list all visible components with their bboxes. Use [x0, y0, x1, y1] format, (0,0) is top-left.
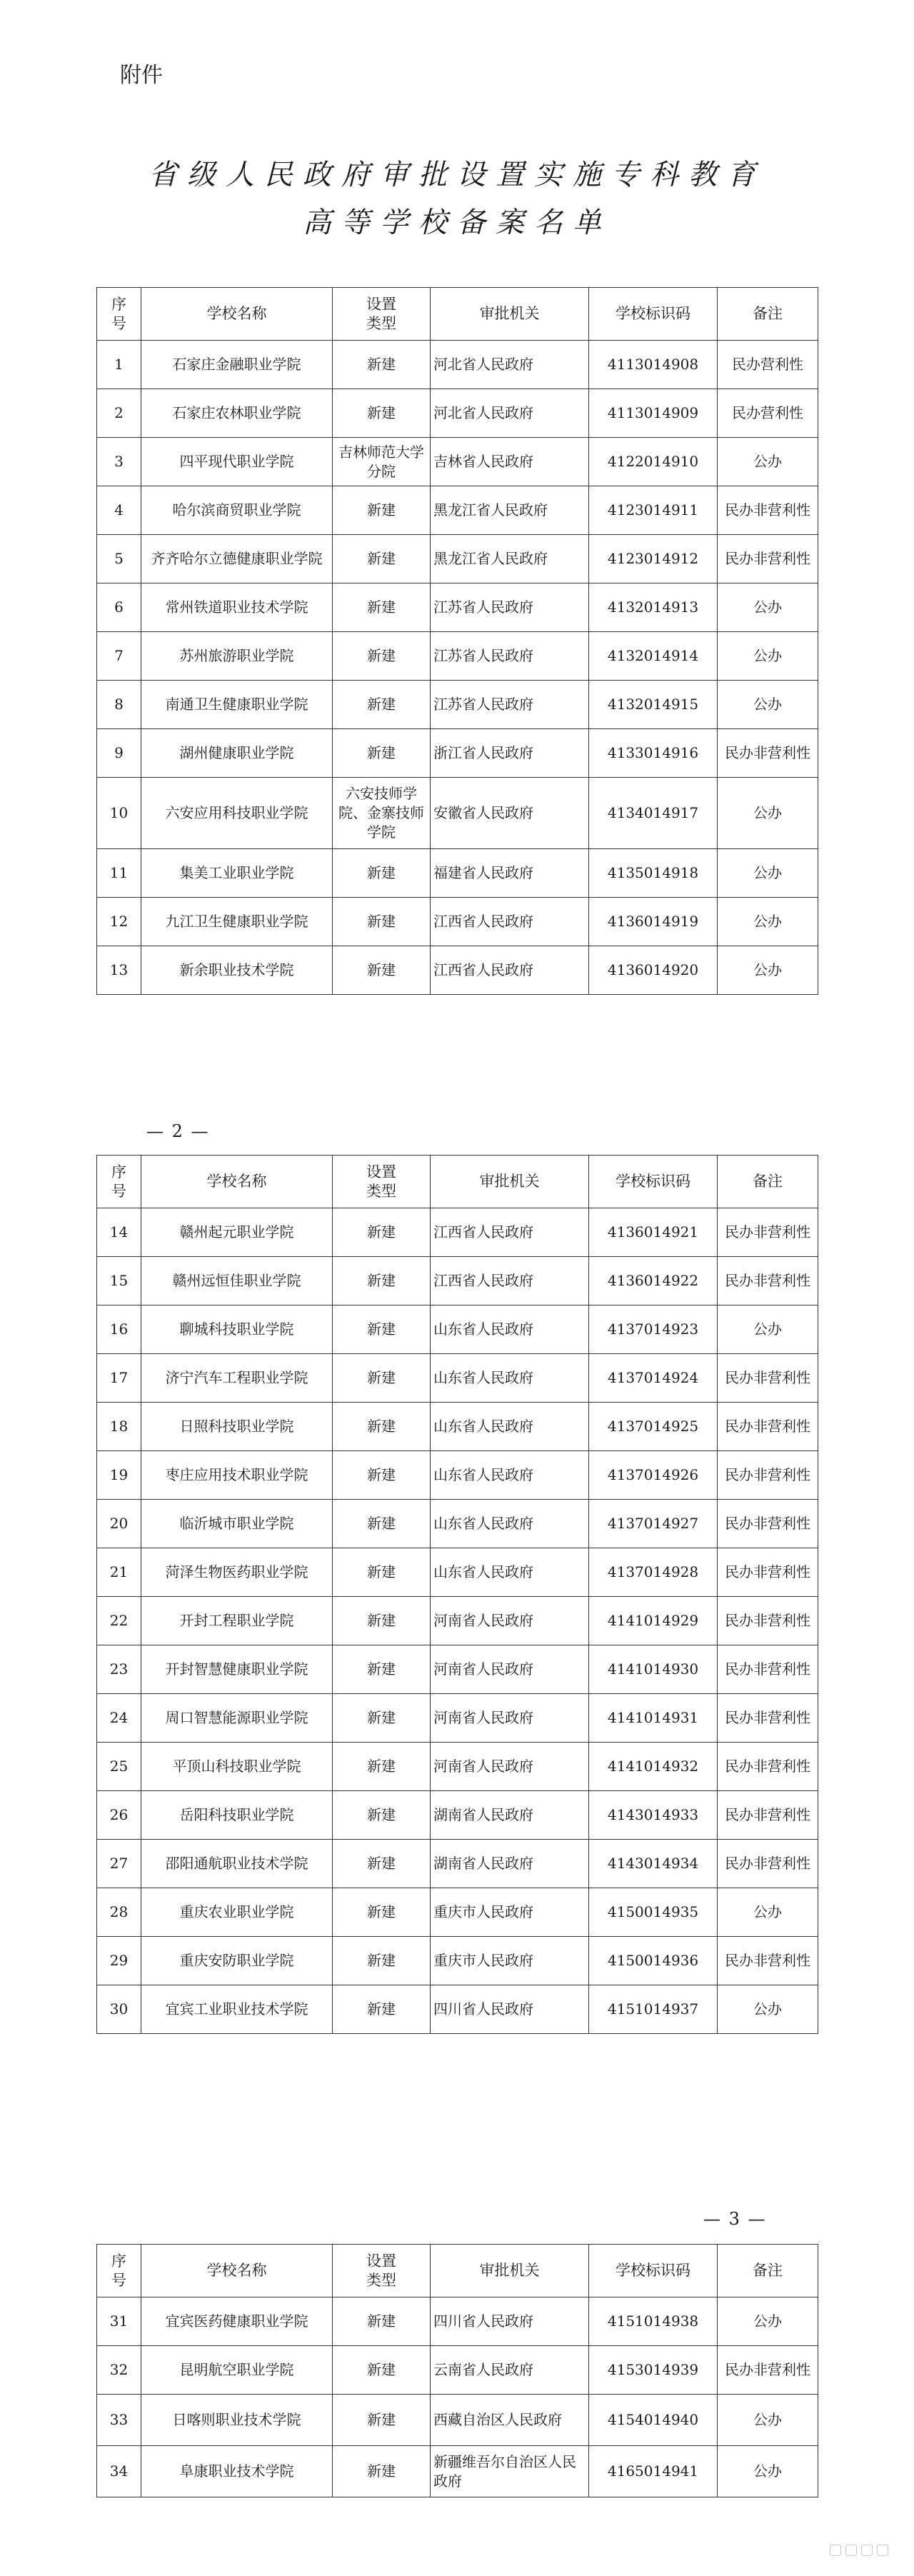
cell-school-code: 4136014921 [589, 1208, 718, 1257]
cell-school-name: 宜宾医药健康职业学院 [141, 2297, 333, 2346]
cell-setup-type: 新建 [333, 1985, 431, 2034]
cell-remark: 公办 [718, 681, 818, 729]
table-row [97, 1354, 818, 1403]
cell-school-name: 湖州健康职业学院 [141, 729, 333, 778]
cell-remark: 公办 [718, 632, 818, 681]
cell-setup-type: 新建 [333, 2446, 431, 2497]
cell-approval-authority: 河北省人民政府 [431, 389, 589, 438]
table-row [97, 1305, 818, 1354]
table-row [97, 583, 818, 632]
cell-school-name: 哈尔滨商贸职业学院 [141, 486, 333, 535]
cell-setup-type: 新建 [333, 1694, 431, 1743]
cell-school-code: 4151014937 [589, 1985, 718, 2034]
cell-remark: 民办非营利性 [718, 1257, 818, 1305]
school-table-page-3 [96, 2244, 818, 2497]
table-row [97, 849, 818, 898]
cell-remark: 民办非营利性 [718, 1694, 818, 1743]
cell-school-code: 4141014931 [589, 1694, 718, 1743]
cell-setup-type: 新建 [333, 898, 431, 946]
cell-index: 3 [97, 438, 141, 486]
cell-school-name: 菏泽生物医药职业学院 [141, 1548, 333, 1597]
cell-school-code: 4136014920 [589, 946, 718, 995]
cell-index: 21 [97, 1548, 141, 1597]
cell-index: 13 [97, 946, 141, 995]
table-header-row [97, 288, 818, 341]
cell-school-code: 4153014939 [589, 2346, 718, 2395]
cell-index: 31 [97, 2297, 141, 2346]
cell-setup-type: 新建 [333, 535, 431, 583]
cell-school-code: 4150014936 [589, 1937, 718, 1985]
cell-setup-type: 新建 [333, 1743, 431, 1791]
cell-school-code: 4141014932 [589, 1743, 718, 1791]
cell-school-code: 4133014916 [589, 729, 718, 778]
cell-school-name: 常州铁道职业技术学院 [141, 583, 333, 632]
cell-approval-authority: 山东省人民政府 [431, 1305, 589, 1354]
cell-index: 17 [97, 1354, 141, 1403]
table-header-row [97, 2245, 818, 2297]
cell-setup-type: 新建 [333, 681, 431, 729]
cell-remark: 公办 [718, 2395, 818, 2446]
cell-index: 9 [97, 729, 141, 778]
cell-school-code: 4141014930 [589, 1645, 718, 1694]
cell-setup-type: 新建 [333, 2346, 431, 2395]
cell-remark: 公办 [718, 1985, 818, 2034]
cell-school-code: 4154014940 [589, 2395, 718, 2446]
table-row [97, 681, 818, 729]
cell-school-code: 4150014935 [589, 1888, 718, 1937]
cell-school-code: 4113014908 [589, 341, 718, 389]
cell-index: 32 [97, 2346, 141, 2395]
col-approval-authority-header: 审批机关 [431, 1156, 589, 1208]
table-row [97, 778, 818, 849]
cell-school-code: 4137014928 [589, 1548, 718, 1597]
cell-remark: 民办非营利性 [718, 535, 818, 583]
col-index-header: 序号 [97, 1156, 141, 1208]
table-row [97, 946, 818, 995]
table-row [97, 632, 818, 681]
cell-school-name: 六安应用科技职业学院 [141, 778, 333, 849]
cell-remark: 民办非营利性 [718, 1403, 818, 1451]
cell-index: 30 [97, 1985, 141, 2034]
cell-index: 14 [97, 1208, 141, 1257]
cell-index: 15 [97, 1257, 141, 1305]
cell-approval-authority: 江西省人民政府 [431, 1257, 589, 1305]
cell-school-code: 4132014914 [589, 632, 718, 681]
cell-school-name: 石家庄农林职业学院 [141, 389, 333, 438]
table-row [97, 2446, 818, 2497]
table-row [97, 1985, 818, 2034]
cell-remark: 公办 [718, 2297, 818, 2346]
cell-school-name: 邵阳通航职业技术学院 [141, 1840, 333, 1888]
cell-index: 24 [97, 1694, 141, 1743]
cell-index: 29 [97, 1937, 141, 1985]
cell-remark: 公办 [718, 849, 818, 898]
table-row [97, 1500, 818, 1548]
document-title-line-1: 省级人民政府审批设置实施专科教育 [149, 159, 765, 191]
col-remark-header: 备注 [718, 1156, 818, 1208]
cell-index: 2 [97, 389, 141, 438]
cell-school-name: 开封工程职业学院 [141, 1597, 333, 1645]
cell-school-code: 4136014922 [589, 1257, 718, 1305]
cell-school-code: 4136014919 [589, 898, 718, 946]
cell-index: 19 [97, 1451, 141, 1500]
document-title-line-2: 高等学校备案名单 [303, 206, 611, 239]
cell-remark: 民办非营利性 [718, 1208, 818, 1257]
cell-setup-type: 新建 [333, 1888, 431, 1937]
table-row [97, 486, 818, 535]
cell-approval-authority: 重庆市人民政府 [431, 1937, 589, 1985]
cell-approval-authority: 山东省人民政府 [431, 1548, 589, 1597]
cell-school-code: 4137014927 [589, 1500, 718, 1548]
table-row [97, 2346, 818, 2395]
cell-setup-type: 新建 [333, 1548, 431, 1597]
cell-approval-authority: 江苏省人民政府 [431, 583, 589, 632]
cell-setup-type: 新建 [333, 1208, 431, 1257]
cell-approval-authority: 新疆维吾尔自治区人民政府 [431, 2446, 589, 2497]
cell-index: 6 [97, 583, 141, 632]
cell-school-name: 南通卫生健康职业学院 [141, 681, 333, 729]
cell-school-code: 4132014913 [589, 583, 718, 632]
cell-approval-authority: 河南省人民政府 [431, 1694, 589, 1743]
table-row [97, 2395, 818, 2446]
cell-setup-type: 吉林师范大学分院 [333, 438, 431, 486]
cell-approval-authority: 黑龙江省人民政府 [431, 486, 589, 535]
cell-approval-authority: 河南省人民政府 [431, 1597, 589, 1645]
cell-remark: 民办非营利性 [718, 1645, 818, 1694]
cell-school-code: 4137014926 [589, 1451, 718, 1500]
cell-school-name: 九江卫生健康职业学院 [141, 898, 333, 946]
cell-approval-authority: 江西省人民政府 [431, 1208, 589, 1257]
cell-remark: 民办非营利性 [718, 1743, 818, 1791]
cell-remark: 民办非营利性 [718, 1597, 818, 1645]
table-row [97, 1548, 818, 1597]
cell-approval-authority: 江苏省人民政府 [431, 632, 589, 681]
cell-setup-type: 新建 [333, 341, 431, 389]
table-row [97, 1888, 818, 1937]
cell-approval-authority: 山东省人民政府 [431, 1354, 589, 1403]
cell-remark: 民办非营利性 [718, 729, 818, 778]
cell-school-code: 4143014933 [589, 1791, 718, 1840]
cell-school-code: 4137014923 [589, 1305, 718, 1354]
cell-remark: 公办 [718, 1888, 818, 1937]
cell-school-name: 集美工业职业学院 [141, 849, 333, 898]
cell-approval-authority: 江苏省人民政府 [431, 681, 589, 729]
col-remark-header: 备注 [718, 2245, 818, 2297]
table-row [97, 1597, 818, 1645]
cell-approval-authority: 江西省人民政府 [431, 898, 589, 946]
cell-approval-authority: 安徽省人民政府 [431, 778, 589, 849]
cell-setup-type: 新建 [333, 1305, 431, 1354]
cell-setup-type: 新建 [333, 1840, 431, 1888]
table-row [97, 1937, 818, 1985]
cell-school-name: 日喀则职业技术学院 [141, 2395, 333, 2446]
cell-index: 20 [97, 1500, 141, 1548]
cell-school-name: 阜康职业技术学院 [141, 2446, 333, 2497]
cell-approval-authority: 河北省人民政府 [431, 341, 589, 389]
cell-remark: 民办营利性 [718, 341, 818, 389]
cell-remark: 公办 [718, 1305, 818, 1354]
cell-setup-type: 新建 [333, 389, 431, 438]
cell-setup-type: 新建 [333, 1791, 431, 1840]
cell-school-code: 4123014912 [589, 535, 718, 583]
cell-remark: 公办 [718, 946, 818, 995]
cell-setup-type: 新建 [333, 1257, 431, 1305]
cell-index: 18 [97, 1403, 141, 1451]
table-row [97, 1694, 818, 1743]
cell-school-code: 4134014917 [589, 778, 718, 849]
table-row [97, 898, 818, 946]
cell-index: 10 [97, 778, 141, 849]
school-table-page-1 [96, 287, 818, 995]
table-row [97, 1645, 818, 1694]
cell-approval-authority: 吉林省人民政府 [431, 438, 589, 486]
cell-remark: 公办 [718, 778, 818, 849]
cell-school-name: 岳阳科技职业学院 [141, 1791, 333, 1840]
school-table-page-2 [96, 1155, 818, 2034]
cell-school-name: 聊城科技职业学院 [141, 1305, 333, 1354]
col-setup-type-header: 设置类型 [333, 2245, 431, 2297]
table-row [97, 1743, 818, 1791]
table-row [97, 535, 818, 583]
table-row [97, 2297, 818, 2346]
cell-remark: 民办非营利性 [718, 1840, 818, 1888]
col-setup-type-header: 设置类型 [333, 288, 431, 341]
cell-approval-authority: 重庆市人民政府 [431, 1888, 589, 1937]
cell-remark: 民办非营利性 [718, 1354, 818, 1403]
cell-remark: 公办 [718, 2446, 818, 2497]
corner-watermark-icon [830, 2545, 888, 2556]
cell-school-name: 日照科技职业学院 [141, 1403, 333, 1451]
cell-approval-authority: 河南省人民政府 [431, 1645, 589, 1694]
cell-remark: 民办非营利性 [718, 1937, 818, 1985]
cell-setup-type: 新建 [333, 1354, 431, 1403]
cell-setup-type: 新建 [333, 849, 431, 898]
cell-index: 27 [97, 1840, 141, 1888]
cell-school-name: 新余职业技术学院 [141, 946, 333, 995]
cell-index: 7 [97, 632, 141, 681]
col-school-name-header: 学校名称 [141, 1156, 333, 1208]
cell-school-code: 4151014938 [589, 2297, 718, 2346]
cell-setup-type: 新建 [333, 1500, 431, 1548]
attachment-label: 附件 [120, 63, 163, 88]
cell-school-code: 4137014924 [589, 1354, 718, 1403]
cell-index: 1 [97, 341, 141, 389]
table-row [97, 1840, 818, 1888]
cell-school-name: 宜宾工业职业技术学院 [141, 1985, 333, 2034]
table-row [97, 389, 818, 438]
col-index-header: 序号 [97, 2245, 141, 2297]
cell-school-name: 临沂城市职业学院 [141, 1500, 333, 1548]
cell-remark: 民办非营利性 [718, 486, 818, 535]
cell-setup-type: 新建 [333, 486, 431, 535]
cell-index: 28 [97, 1888, 141, 1937]
cell-school-code: 4113014909 [589, 389, 718, 438]
table-row [97, 1257, 818, 1305]
cell-setup-type: 新建 [333, 729, 431, 778]
col-approval-authority-header: 审批机关 [431, 2245, 589, 2297]
cell-school-name: 四平现代职业学院 [141, 438, 333, 486]
cell-school-name: 赣州远恒佳职业学院 [141, 1257, 333, 1305]
cell-school-name: 开封智慧健康职业学院 [141, 1645, 333, 1694]
page-number-3: — 3 — [703, 2209, 767, 2229]
col-school-code-header: 学校标识码 [589, 1156, 718, 1208]
cell-remark: 民办非营利性 [718, 1791, 818, 1840]
cell-remark: 公办 [718, 583, 818, 632]
cell-index: 11 [97, 849, 141, 898]
cell-school-name: 重庆安防职业学院 [141, 1937, 333, 1985]
cell-index: 34 [97, 2446, 141, 2497]
cell-setup-type: 新建 [333, 1403, 431, 1451]
cell-approval-authority: 福建省人民政府 [431, 849, 589, 898]
col-approval-authority-header: 审批机关 [431, 288, 589, 341]
cell-school-name: 昆明航空职业学院 [141, 2346, 333, 2395]
cell-setup-type: 新建 [333, 1645, 431, 1694]
cell-school-code: 4137014925 [589, 1403, 718, 1451]
cell-school-code: 4123014911 [589, 486, 718, 535]
cell-remark: 民办非营利性 [718, 2346, 818, 2395]
cell-approval-authority: 湖南省人民政府 [431, 1791, 589, 1840]
cell-school-name: 石家庄金融职业学院 [141, 341, 333, 389]
cell-index: 4 [97, 486, 141, 535]
cell-school-name: 周口智慧能源职业学院 [141, 1694, 333, 1743]
cell-approval-authority: 山东省人民政府 [431, 1403, 589, 1451]
table-row [97, 1403, 818, 1451]
table-row [97, 1791, 818, 1840]
cell-approval-authority: 山东省人民政府 [431, 1500, 589, 1548]
cell-approval-authority: 河南省人民政府 [431, 1743, 589, 1791]
cell-remark: 民办营利性 [718, 389, 818, 438]
table-row [97, 438, 818, 486]
cell-remark: 公办 [718, 898, 818, 946]
cell-remark: 民办非营利性 [718, 1548, 818, 1597]
cell-approval-authority: 四川省人民政府 [431, 2297, 589, 2346]
cell-index: 33 [97, 2395, 141, 2446]
cell-approval-authority: 四川省人民政府 [431, 1985, 589, 2034]
cell-setup-type: 新建 [333, 2297, 431, 2346]
cell-setup-type: 六安技师学院、金寨技师学院 [333, 778, 431, 849]
table-row [97, 729, 818, 778]
cell-setup-type: 新建 [333, 1937, 431, 1985]
cell-school-code: 4143014934 [589, 1840, 718, 1888]
cell-approval-authority: 浙江省人民政府 [431, 729, 589, 778]
col-school-code-header: 学校标识码 [589, 2245, 718, 2297]
cell-setup-type: 新建 [333, 2395, 431, 2446]
cell-approval-authority: 湖南省人民政府 [431, 1840, 589, 1888]
cell-school-code: 4132014915 [589, 681, 718, 729]
table-row [97, 1451, 818, 1500]
col-school-code-header: 学校标识码 [589, 288, 718, 341]
page-number-2: — 2 — [146, 1121, 210, 1141]
col-school-name-header: 学校名称 [141, 2245, 333, 2297]
cell-setup-type: 新建 [333, 1451, 431, 1500]
table-row [97, 341, 818, 389]
cell-school-name: 赣州起元职业学院 [141, 1208, 333, 1257]
cell-school-code: 4141014929 [589, 1597, 718, 1645]
cell-approval-authority: 云南省人民政府 [431, 2346, 589, 2395]
cell-index: 5 [97, 535, 141, 583]
cell-index: 26 [97, 1791, 141, 1840]
cell-index: 16 [97, 1305, 141, 1354]
cell-index: 25 [97, 1743, 141, 1791]
cell-school-name: 济宁汽车工程职业学院 [141, 1354, 333, 1403]
cell-school-name: 重庆农业职业学院 [141, 1888, 333, 1937]
cell-index: 12 [97, 898, 141, 946]
cell-remark: 民办非营利性 [718, 1500, 818, 1548]
col-setup-type-header: 设置类型 [333, 1156, 431, 1208]
col-index-header: 序号 [97, 288, 141, 341]
cell-school-code: 4135014918 [589, 849, 718, 898]
table-row [97, 1208, 818, 1257]
cell-setup-type: 新建 [333, 1597, 431, 1645]
cell-index: 23 [97, 1645, 141, 1694]
cell-school-name: 平顶山科技职业学院 [141, 1743, 333, 1791]
table-header-row [97, 1156, 818, 1208]
cell-approval-authority: 山东省人民政府 [431, 1451, 589, 1500]
cell-school-name: 齐齐哈尔立德健康职业学院 [141, 535, 333, 583]
cell-school-code: 4165014941 [589, 2446, 718, 2497]
cell-setup-type: 新建 [333, 632, 431, 681]
cell-index: 22 [97, 1597, 141, 1645]
col-school-name-header: 学校名称 [141, 288, 333, 341]
cell-setup-type: 新建 [333, 946, 431, 995]
cell-setup-type: 新建 [333, 583, 431, 632]
col-remark-header: 备注 [718, 288, 818, 341]
cell-remark: 公办 [718, 438, 818, 486]
cell-school-name: 苏州旅游职业学院 [141, 632, 333, 681]
cell-index: 8 [97, 681, 141, 729]
cell-school-code: 4122014910 [589, 438, 718, 486]
cell-approval-authority: 西藏自治区人民政府 [431, 2395, 589, 2446]
cell-approval-authority: 江西省人民政府 [431, 946, 589, 995]
cell-school-name: 枣庄应用技术职业学院 [141, 1451, 333, 1500]
cell-remark: 民办非营利性 [718, 1451, 818, 1500]
cell-approval-authority: 黑龙江省人民政府 [431, 535, 589, 583]
